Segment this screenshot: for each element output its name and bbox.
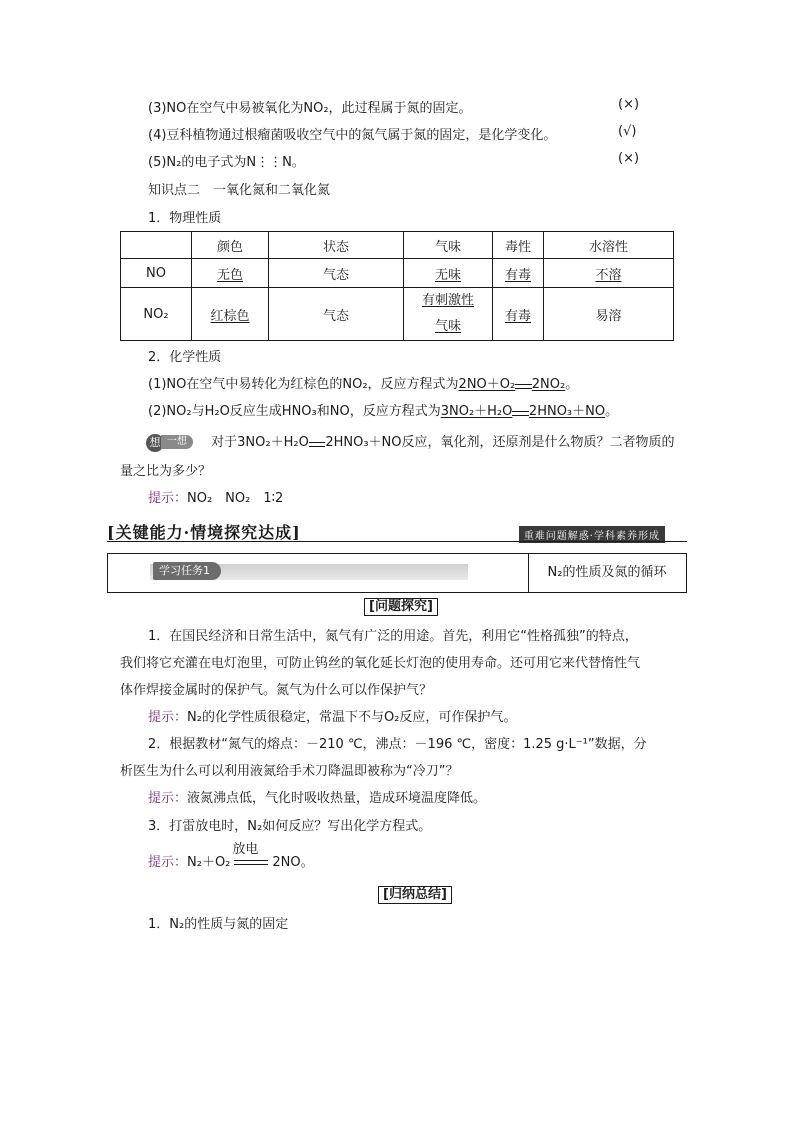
section-title: [关键能力·情境探究达成]	[107, 523, 301, 542]
think-icon: 想 一想	[146, 434, 193, 452]
chem-property-2: (2)NO₂与H₂O反应生成HNO₃和NO，反应方程式为3NO₂＋H₂O 2HNO₃＋NO。	[148, 404, 619, 419]
question-3-hint: 提示：N₂＋O₂ 放电 2NO。	[148, 841, 314, 870]
table-cell: NO	[121, 259, 192, 288]
judgement-3-mark: (×)	[618, 97, 640, 112]
chem-property-1: (1)NO在空气中易转化为红棕色的NO₂，反应方程式为2NO＋O₂ 2NO₂。	[148, 377, 579, 392]
question-1-hint: 提示：N₂的化学性质很稳定，常温下不与O₂反应，可作保护气。	[148, 710, 517, 725]
question-1-line3: 体作焊接金属时的保护气。氮气为什么可以作保护气？	[120, 683, 433, 698]
table-cell: 气态	[269, 288, 404, 341]
knowledge-point-heading: 知识点二 一氧化氮和二氧化氮	[148, 183, 331, 198]
table-cell: NO₂	[121, 288, 192, 341]
section-header	[107, 522, 687, 542]
table-header-cell: 毒性	[493, 232, 544, 259]
task-topic: N₂的性质及氮的循环	[547, 565, 667, 580]
table-row	[121, 259, 674, 288]
table-cell: 有刺激性气味	[404, 288, 493, 341]
task-badge-area	[108, 554, 529, 592]
judgement-5-mark: (×)	[618, 151, 640, 166]
physical-properties-heading: 1．物理性质	[148, 211, 222, 226]
judgement-4-mark: (√)	[618, 124, 637, 139]
table-header-cell	[121, 232, 192, 259]
table-cell: 无色	[192, 259, 269, 288]
question-1-line1: 1．在国民经济和日常生活中，氮气有广泛的用途。首先，利用它“性格孤独”的特点，	[148, 629, 638, 644]
summary-label: [归纳总结]	[378, 886, 452, 904]
table-cell: 气态	[269, 259, 404, 288]
summary-item-1: 1．N₂的性质与氮的固定	[148, 917, 289, 932]
question-2-line2: 析医生为什么可以利用液氮给手术刀降温即被称为“冷刀”？	[120, 764, 459, 779]
physical-properties-table	[120, 231, 674, 341]
table-cell: 有毒	[493, 288, 544, 341]
reaction-arrow: 放电	[234, 858, 268, 868]
table-header-cell: 水溶性	[544, 232, 674, 259]
table-cell: 易溶	[544, 288, 674, 341]
question-2-hint: 提示：液氮沸点低，气化时吸收热量，造成环境温度降低。	[148, 791, 487, 806]
table-header-cell: 颜色	[192, 232, 269, 259]
think-question: 想 一想 对于3NO₂＋H₂O 2HNO₃＋NO反应，氧化剂，还原剂是什么物质？二者物质的	[146, 431, 675, 452]
judgement-5: (5)N₂的电子式为N⋮⋮N。	[148, 155, 305, 170]
question-1-line2: 我们将它充灌在电灯泡里，可防止钨丝的氧化延长灯泡的使用寿命。还可用它来代替惰性气	[120, 656, 641, 671]
table-cell: 不溶	[544, 259, 674, 288]
question-2-line1: 2．根据教材“氮气的熔点：－210 ℃，沸点：－196 ℃，密度：1.25 g·L⁻¹”数据，分	[148, 737, 647, 752]
think-question-line2: 量之比为多少？	[120, 464, 212, 479]
table-cell: 有毒	[493, 259, 544, 288]
table-header-cell: 状态	[269, 232, 404, 259]
table-cell: 无味	[404, 259, 493, 288]
task-box	[107, 553, 687, 593]
table-row	[121, 288, 674, 341]
section-rule	[107, 541, 687, 542]
question-3-line1: 3．打雷放电时，N₂如何反应？写出化学方程式。	[148, 819, 432, 834]
judgement-4: (4)豆科植物通过根瘤菌吸收空气中的氮气属于氮的固定，是化学变化。	[148, 128, 557, 143]
judgement-3: (3)NO在空气中易被氧化为NO₂，此过程属于氮的固定。	[148, 101, 472, 116]
table-cell: 红棕色	[192, 288, 269, 341]
inquiry-label: [问题探究]	[364, 598, 438, 616]
task-badge: 学习任务1	[153, 562, 221, 580]
section-tag: 重难问题解惑·学科素养形成	[519, 526, 665, 543]
table-header-cell: 气味	[404, 232, 493, 259]
chemical-properties-heading: 2．化学性质	[148, 350, 222, 365]
think-hint: 提示：NO₂ NO₂ 1∶2	[148, 491, 284, 506]
